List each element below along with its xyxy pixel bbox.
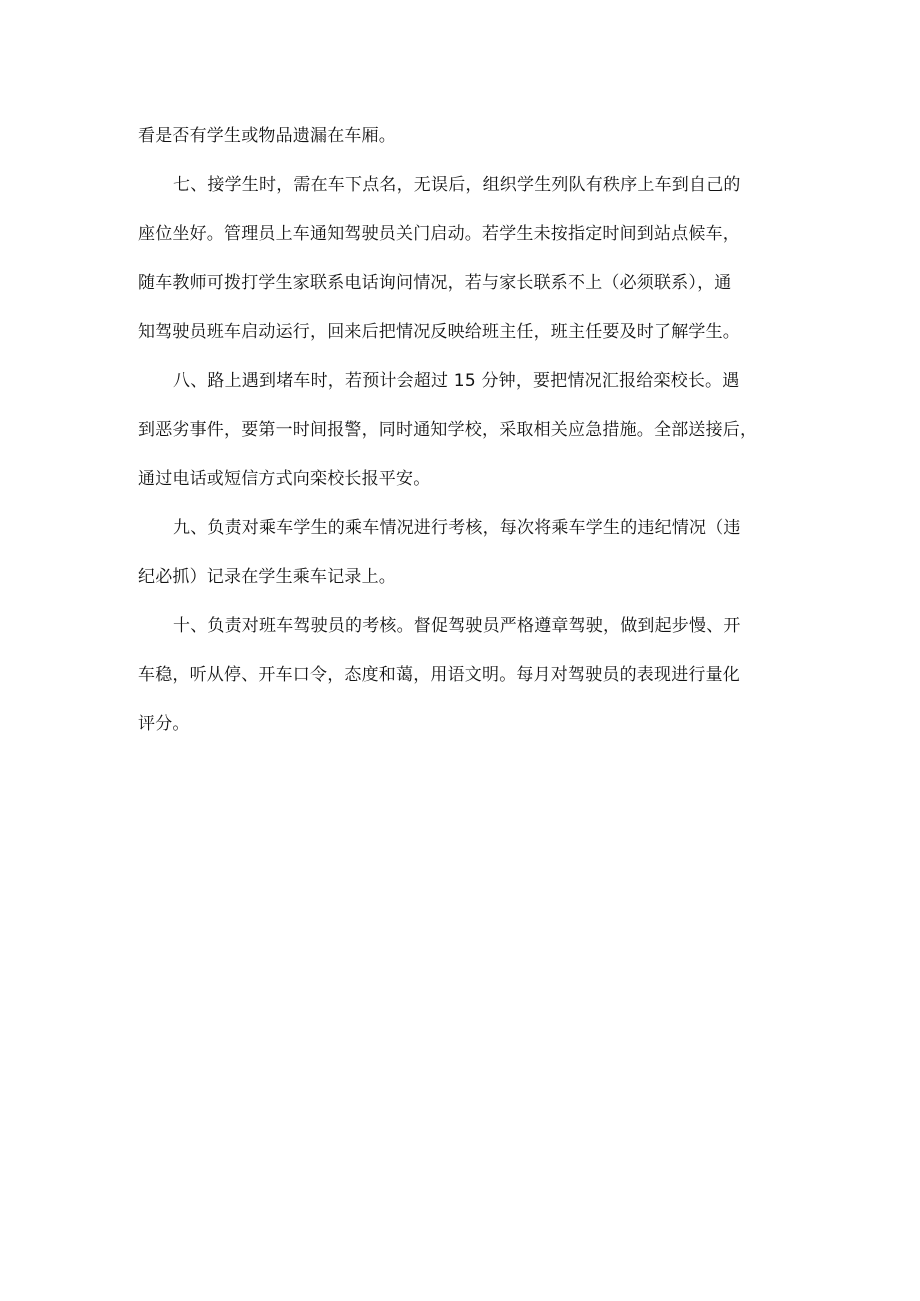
paragraph-item-9 <box>138 504 788 602</box>
text-line: 到恶劣事件，要第一时间报警，同时通知学校，采取相关应急措施。全部送接后， <box>138 420 758 440</box>
text-line: 座位坐好。管理员上车通知驾驶员关门启动。若学生未按指定时间到站点候车， <box>138 224 740 244</box>
text-line: 九、负责对乘车学生的乘车情况进行考核，每次将乘车学生的违纪情况（违 <box>173 518 741 538</box>
paragraph-item-8 <box>138 357 788 504</box>
paragraph-item-10 <box>138 602 788 749</box>
text-line: 七、接学生时，需在车下点名，无误后，组织学生列队有秩序上车到自己的 <box>173 175 741 195</box>
text-line: 随车教师可拨打学生家联系电话询问情况，若与家长联系不上（必须联系），通 <box>138 273 732 293</box>
text-line: 车稳，听从停、开车口令，态度和蔼，用语文明。每月对驾驶员的表现进行量化 <box>138 665 740 685</box>
paragraph-continuation <box>138 112 788 161</box>
document-body <box>138 112 788 749</box>
text-line: 评分。 <box>138 714 190 734</box>
text-line: 八、路上遇到堵车时，若预计会超过 15 分钟，要把情况汇报给栾校长。遇 <box>173 371 740 391</box>
text-line: 看是否有学生或物品遗漏在车厢。 <box>138 126 396 146</box>
text-line: 知驾驶员班车启动运行，回来后把情况反映给班主任，班主任要及时了解学生。 <box>138 322 740 342</box>
paragraph-item-7 <box>138 161 788 357</box>
text-line: 纪必抓）记录在学生乘车记录上。 <box>138 567 396 587</box>
text-line: 十、负责对班车驾驶员的考核。督促驾驶员严格遵章驾驶，做到起步慢、开 <box>173 616 741 636</box>
text-line: 通过电话或短信方式向栾校长报平安。 <box>138 469 431 489</box>
